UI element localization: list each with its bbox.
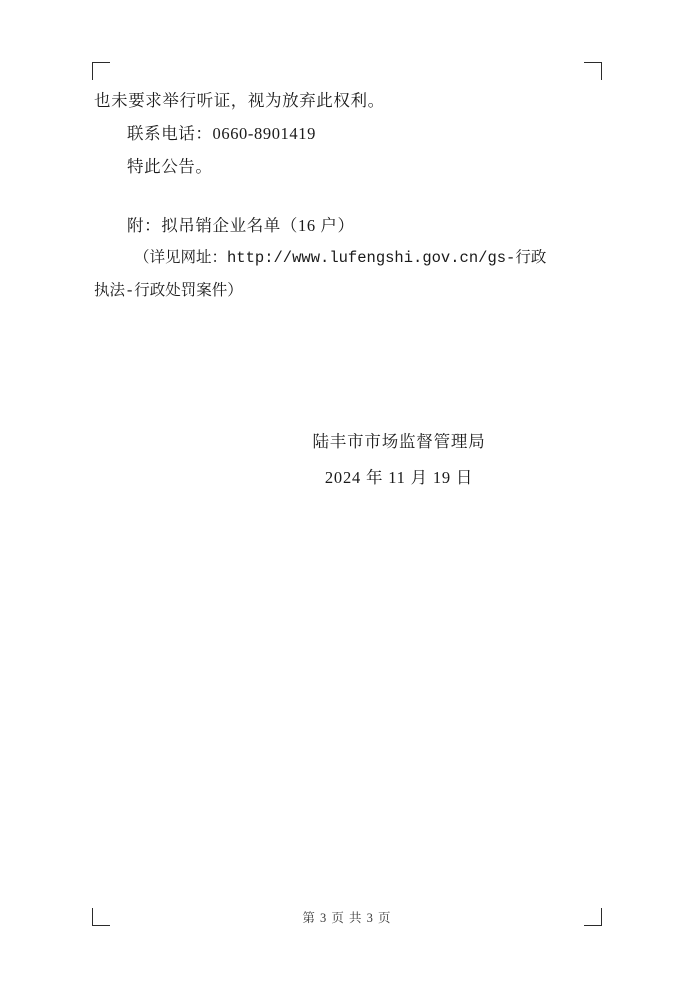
signature-organization: 陆丰市市场监督管理局 — [312, 432, 486, 451]
attachment-url-note-line-1: （详见网址：http://www.lufengshi.gov.cn/gs-行政 — [134, 249, 547, 267]
document-body — [94, 84, 594, 308]
signature-block — [94, 424, 594, 496]
paragraph-continuation: 也未要求举行听证，视为放弃此权利。 — [94, 91, 385, 110]
paragraph-contact-phone: 联系电话：0660-8901419 — [127, 124, 316, 143]
signature-date: 2024 年 11 月 19 日 — [324, 468, 474, 487]
crop-mark-top-right-icon — [584, 62, 602, 80]
attachment-url-note-line-2: 执法-行政处罚案件） — [94, 282, 243, 300]
paragraph-announcement-closing: 特此公告。 — [127, 157, 213, 176]
page-footer: 第 3 页 共 3 页 — [302, 911, 392, 925]
paragraph-spacer — [94, 183, 594, 209]
attachment-title: 附：拟吊销企业名单（16 户） — [127, 216, 355, 235]
crop-mark-top-left-icon — [92, 62, 110, 80]
